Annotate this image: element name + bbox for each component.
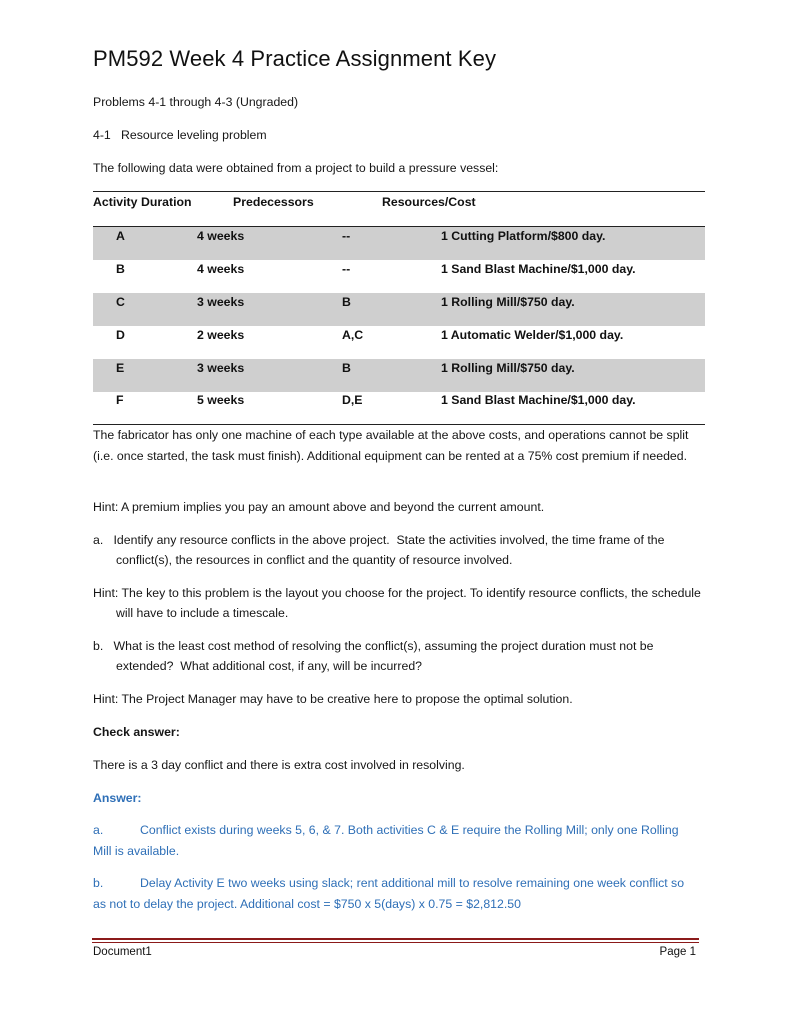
fabricator-paragraph: The fabricator has only one machine of each type available at the above costs, and operations cannot be split (i.e. once started, the task must finish). Additional equipment can be rented at a 75% cost premium if needed. [93, 428, 689, 463]
cell-resources: 1 Sand Blast Machine/$1,000 day. [441, 393, 636, 407]
cell-resources: 1 Automatic Welder/$1,000 day. [441, 328, 624, 342]
answer-b-marker: b. [93, 876, 104, 890]
footer-rule-thin [92, 942, 699, 943]
cell-activity: E [116, 361, 125, 375]
cell-duration: 5 weeks [197, 393, 245, 407]
cell-predecessors: D,E [342, 393, 363, 407]
hint-premium: Hint: A premium implies you pay an amount above and beyond the current amount. [93, 500, 545, 514]
cell-resources: 1 Rolling Mill/$750 day. [441, 361, 575, 375]
header-duration: Duration [141, 195, 192, 209]
hint-creative: Hint: The Project Manager may have to be creative here to propose the optimal solution. [93, 692, 573, 706]
cell-activity: B [116, 262, 125, 276]
cell-resources: 1 Cutting Platform/$800 day. [441, 229, 606, 243]
row-shade [93, 359, 705, 392]
cell-duration: 2 weeks [197, 328, 245, 342]
cell-duration: 3 weeks [197, 295, 245, 309]
answer-a-text: Conflict exists during weeks 5, 6, & 7. Both activities C & E require the Rolling Mill; only one Rolling Mill is available. [93, 823, 679, 858]
table-top-rule [93, 191, 705, 192]
row-shade [93, 293, 705, 326]
cell-resources: 1 Rolling Mill/$750 day. [441, 295, 575, 309]
footer-page-number: Page 1 [659, 946, 696, 958]
cell-resources: 1 Sand Blast Machine/$1,000 day. [441, 262, 636, 276]
check-answer-text: There is a 3 day conflict and there is extra cost involved in resolving. [93, 758, 465, 772]
document-title: PM592 Week 4 Practice Assignment Key [93, 46, 497, 71]
answer-a [93, 820, 693, 862]
footer-rule [92, 938, 699, 940]
intro-text: The following data were obtained from a project to build a pressure vessel: [93, 161, 499, 175]
cell-activity: F [116, 393, 124, 407]
header-activity: Activity [93, 195, 138, 209]
answer-b [93, 873, 693, 915]
question-b: b. What is the least cost method of resolving the conflict(s), assuming the project duration must not be extended? What additional cost, if any, will be incurred? [93, 639, 657, 673]
answer-a-marker: a. [93, 823, 104, 837]
header-predecessors: Predecessors [233, 195, 314, 209]
cell-activity: C [116, 295, 125, 309]
problem-heading: 4-1 Resource leveling problem [93, 128, 267, 142]
cell-duration: 3 weeks [197, 361, 245, 375]
answer-b-text: Delay Activity E two weeks using slack; rent additional mill to resolve remaining one week conflict so as not to delay the project. Additional cost = $750 x 5(days) x 0.75 = $2,812.50 [93, 876, 685, 911]
cell-predecessors: B [342, 295, 351, 309]
cell-predecessors: -- [342, 262, 351, 276]
cell-predecessors: B [342, 361, 351, 375]
answer-label: Answer: [93, 791, 142, 805]
check-answer-label: Check answer: [93, 725, 180, 739]
cell-activity: A [116, 229, 125, 243]
cell-duration: 4 weeks [197, 262, 245, 276]
row-shade [93, 227, 705, 260]
header-resources: Resources/Cost [382, 195, 476, 209]
hint-layout: Hint: The key to this problem is the layout you choose for the project. To identify resource conflicts, the schedule will have to include a timescale. [93, 586, 701, 620]
cell-predecessors: A,C [342, 328, 364, 342]
footer-document-name: Document1 [93, 946, 152, 958]
question-a: a. Identify any resource conflicts in the above project. State the activities involved, the time frame of the conflict(s), the resources in conflict and the quantity of resource involved. [93, 533, 668, 567]
cell-predecessors: -- [342, 229, 351, 243]
cell-duration: 4 weeks [197, 229, 245, 243]
cell-activity: D [116, 328, 125, 342]
subtitle: Problems 4-1 through 4-3 (Ungraded) [93, 95, 299, 109]
